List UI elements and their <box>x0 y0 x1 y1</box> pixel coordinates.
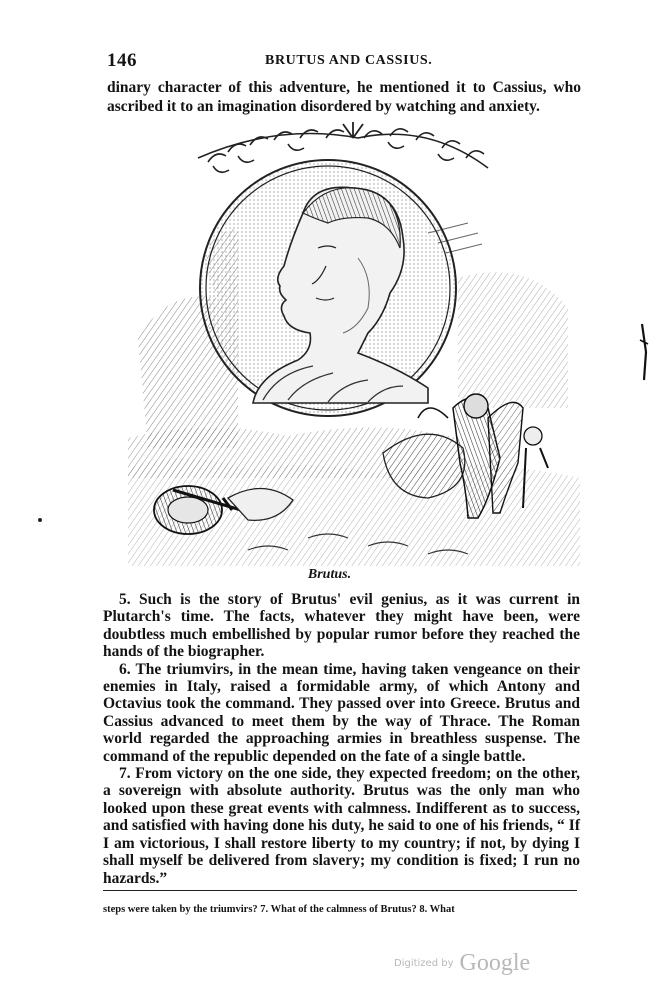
watermark-prefix: Digitized by <box>394 958 454 969</box>
paragraph-6: 6. The triumvirs, in the mean time, having taken vengeance on their enemies in Italy, raised a formidable army, of which Antony and Octavius took the command. They passed over into Greece. Brutus and Cassius advanced to meet them by the way of Thrace. The Roman world regarded the approaching armies in breathless suspense. The command of the republic depended on the fate of a single battle. <box>103 660 580 765</box>
paragraph-5: 5. Such is the story of Brutus' evil genius, as it was current in Plutarch's time. The facts, whatever they might have been, were doubtless much embellished by popular rumor before they reached the hands of the biographer. <box>103 591 580 661</box>
digitized-watermark <box>394 950 574 980</box>
brutus-engraving <box>128 118 580 566</box>
engraving-svg <box>128 118 580 566</box>
running-title: BRUTUS AND CASSIUS. <box>265 53 433 68</box>
google-logo: Google <box>459 950 531 976</box>
margin-mark <box>38 518 42 522</box>
running-head <box>107 50 577 72</box>
page-edge-mark <box>638 322 652 382</box>
opening-paragraph <box>107 78 581 116</box>
illustration-caption: Brutus. <box>307 567 352 582</box>
page-number: 146 <box>107 50 137 71</box>
paragraph-7: 7. From victory on the one side, they expected freedom; on the other, a sovereign with absolute authority. Brutus was the only man who looked upon these great events with calmness. Indifferent as to success, and satisfied with having done his duty, he said to one of his friends, “ If I am victorious, I shall restore liberty to my country; if not, by dying I shall myself be delivered from slavery; my condition is fixed; I run no hazards.” <box>103 765 580 887</box>
body-text <box>103 591 580 887</box>
footnote: steps were taken by the triumvirs? 7. What of the calmness of Brutus? 8. What <box>103 904 455 915</box>
footnote-divider <box>103 890 577 891</box>
opening-text: dinary character of this adventure, he mentioned it to Cassius, who ascribed it to an imagination disordered by watching and anxiety. <box>107 79 581 115</box>
